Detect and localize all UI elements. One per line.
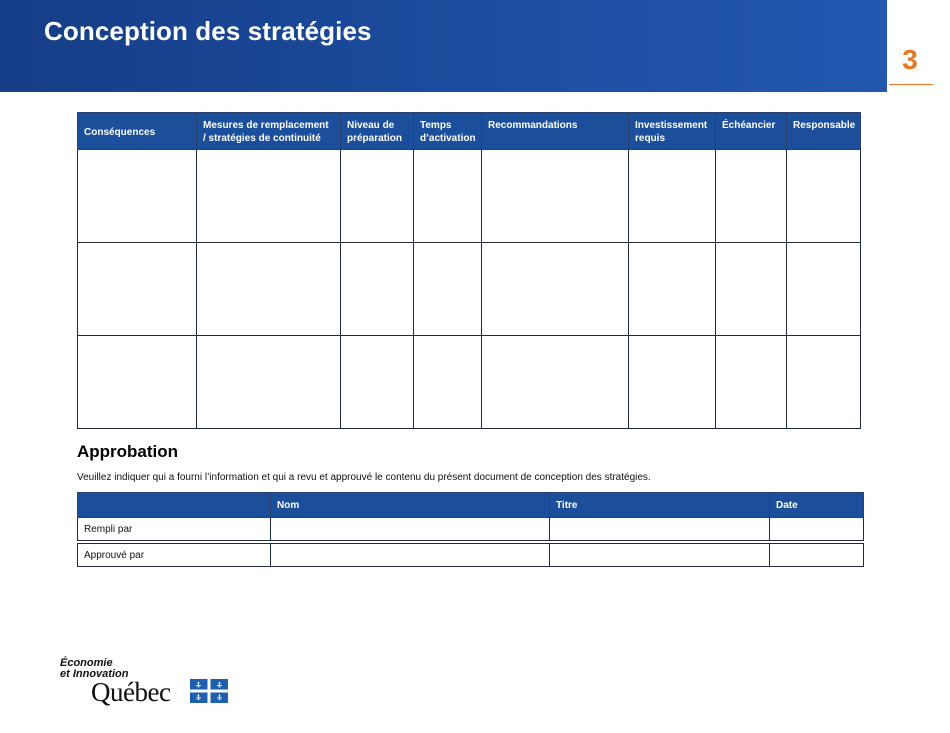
col-header-investissement: Investissement requis <box>629 113 716 150</box>
row-label-rempli-par: Rempli par <box>78 518 271 541</box>
row-label-approuve-par: Approuvé par <box>78 544 271 567</box>
table-cell[interactable] <box>414 243 482 336</box>
col-header-niveau: Niveau de préparation <box>341 113 414 150</box>
col-header-date: Date <box>770 493 864 518</box>
col-header-consequences: Conséquences <box>78 113 197 150</box>
field-date[interactable] <box>770 518 864 541</box>
quebec-logo <box>60 657 235 709</box>
col-header-responsable: Responsable <box>787 113 861 150</box>
table-cell[interactable] <box>78 150 197 243</box>
table-cell[interactable] <box>629 243 716 336</box>
page-number: 3 <box>902 44 918 75</box>
table-cell[interactable] <box>341 243 414 336</box>
logo-line1: Économie <box>60 657 113 669</box>
table-row <box>78 150 861 243</box>
approval-table-header <box>78 493 864 518</box>
approval-heading: Approbation <box>77 442 179 461</box>
table-cell[interactable] <box>716 243 787 336</box>
table-cell[interactable] <box>78 336 197 429</box>
table-cell[interactable] <box>787 336 861 429</box>
table-cell[interactable] <box>341 150 414 243</box>
table-cell[interactable] <box>78 243 197 336</box>
approval-row-rempli <box>78 518 864 541</box>
strategy-table-header <box>78 113 861 150</box>
col-header-role <box>78 493 271 518</box>
field-nom[interactable] <box>271 544 550 567</box>
table-cell[interactable] <box>787 243 861 336</box>
field-titre[interactable] <box>550 518 770 541</box>
logo-line2: et Innovation <box>60 668 129 680</box>
table-cell[interactable] <box>629 336 716 429</box>
table-cell[interactable] <box>482 336 629 429</box>
page-title: Conception des stratégies <box>44 16 372 46</box>
table-cell[interactable] <box>716 336 787 429</box>
table-cell[interactable] <box>197 243 341 336</box>
table-cell[interactable] <box>482 150 629 243</box>
table-cell[interactable] <box>197 150 341 243</box>
table-cell[interactable] <box>414 150 482 243</box>
quebec-flag-icon <box>190 679 228 703</box>
header-banner <box>0 0 887 92</box>
table-cell[interactable] <box>197 336 341 429</box>
field-nom[interactable] <box>271 518 550 541</box>
col-header-nom: Nom <box>271 493 550 518</box>
approval-table <box>77 492 864 567</box>
table-row <box>78 336 861 429</box>
table-cell[interactable] <box>414 336 482 429</box>
approval-description: Veuillez indiquer qui a fourni l’information et qui a revu et approuvé le contenu du présent document de conception des stratégies. <box>77 472 651 483</box>
col-header-mesures: Mesures de remplacement / stratégies de continuité <box>197 113 341 150</box>
col-header-titre: Titre <box>550 493 770 518</box>
col-header-temps: Temps d’activation <box>414 113 482 150</box>
col-header-echeancier: Échéancier <box>716 113 787 150</box>
strategy-table <box>77 112 861 429</box>
logo-wordmark: Québec <box>91 677 171 707</box>
table-cell[interactable] <box>716 150 787 243</box>
table-row <box>78 243 861 336</box>
table-cell[interactable] <box>341 336 414 429</box>
field-date[interactable] <box>770 544 864 567</box>
table-cell[interactable] <box>629 150 716 243</box>
table-cell[interactable] <box>787 150 861 243</box>
table-cell[interactable] <box>482 243 629 336</box>
col-header-recommandations: Recommandations <box>482 113 629 150</box>
approval-row-approuve <box>78 544 864 567</box>
page-number-rule <box>889 84 933 85</box>
field-titre[interactable] <box>550 544 770 567</box>
